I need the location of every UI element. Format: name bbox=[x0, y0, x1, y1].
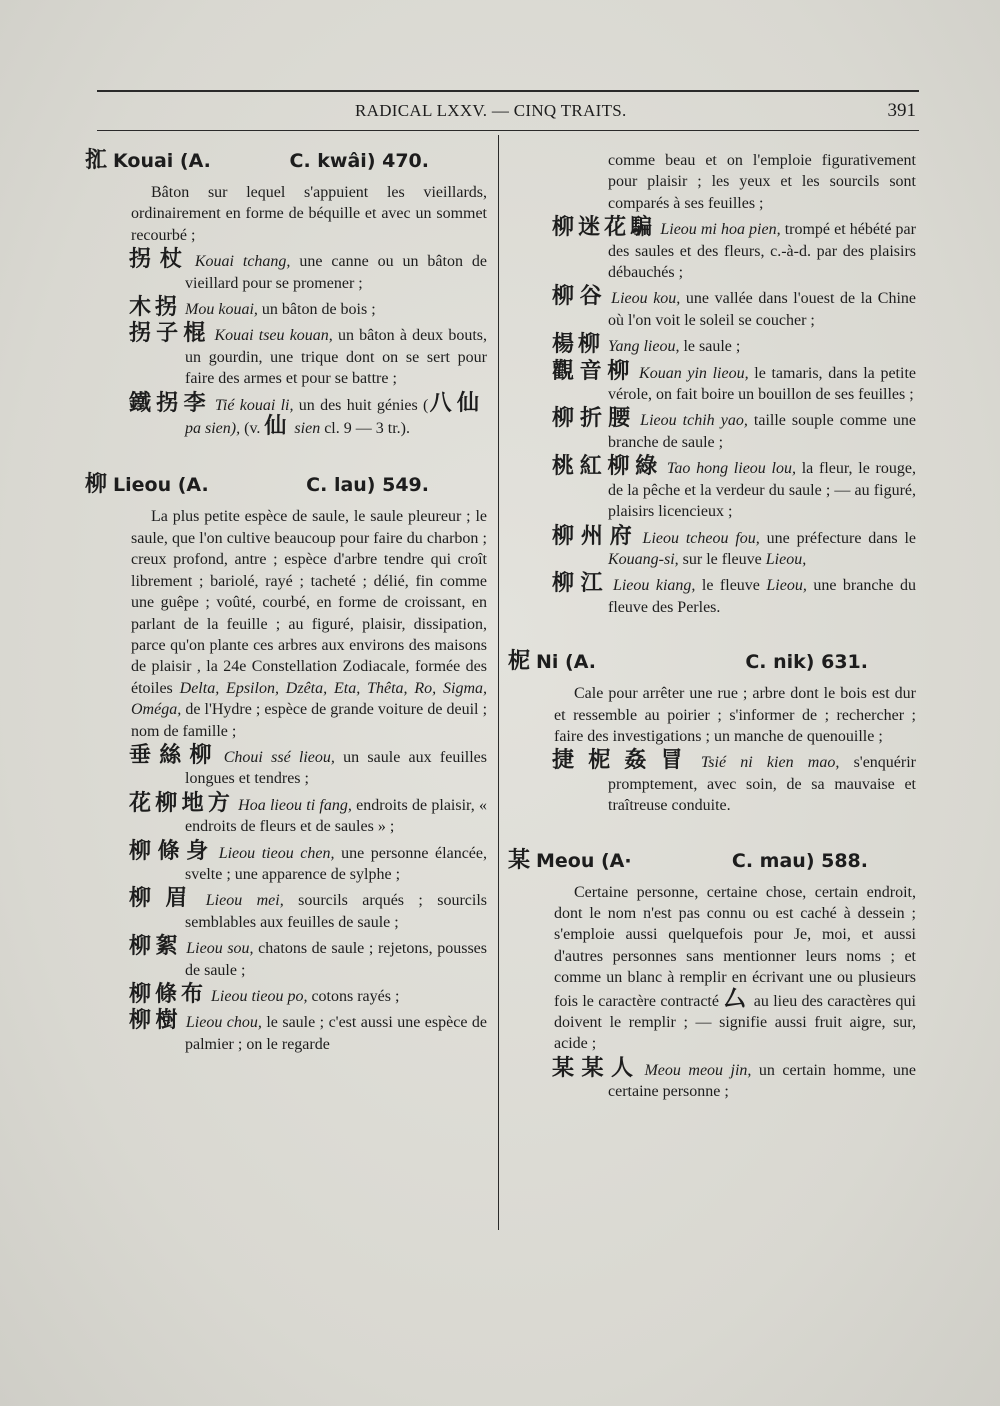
entry-definition: La plus petite espèce de saule, le saule pleureur ; le saule, que l'on cultive beaucoup pour faire du charbon ; creux profond, antre ; espèce d'arbre tendre qui croît librement ; bariolé, rayé ; tacheté ; délié, fin comme une guêpe ; voûté, courbé, en forme de croissant, en parlant de la feuille ; au figuré, plaisir, dissipation, parce qu'on plante ces arbres aux environs des maisons de plaisir , la 24e Constellation Zodiacale, formée des étoiles Delta, Epsilon, Dzêta, Eta, Thêta, Ro, Sigma, Oméga, de l'Hydre ; espèce de grande voiture de deuil ; nom de famille ; bbox=[131, 508, 488, 740]
entry-definition: Cale pour arrêter une rue ; arbre dont le bois est dur et ressemble au poirier ; s'informer de ; rechercher ; faire des investigations ; un manche de quenouille ; bbox=[554, 685, 916, 745]
entry-character: 㧟 bbox=[85, 148, 108, 173]
running-header: RADICAL LXXV. — CINQ TRAITS. bbox=[355, 101, 627, 120]
entry-definition: Bâton sur lequel s'appuient les vieillards, ordinairement en forme de béquille et avec un sommet recourbé ; bbox=[131, 184, 487, 244]
top-rule bbox=[97, 90, 919, 92]
compound-entry: 柳眉 Lieou mei, sourcils arqués ; sourcils semblables aux feuilles de saule ; bbox=[129, 886, 488, 931]
compound-entry: 拐杖 Kouai tchang, une canne ou un bâton de vieillard pour se promener ; bbox=[129, 247, 487, 292]
compound-entry: 花柳地方 Hoa lieou ti fang, endroits de plaisir, « endroits de fleurs et de saules » ; bbox=[129, 790, 487, 836]
compound-entry: 楊柳 Yang lieou, le saule ; bbox=[552, 332, 741, 358]
compound-entry: 木拐 Mou kouai, un bâton de bois ; bbox=[129, 295, 376, 321]
column-divider bbox=[498, 135, 499, 1230]
entry-heading-lieou bbox=[85, 467, 487, 498]
entry-cantonese: C. kwâi) 470. bbox=[289, 150, 429, 172]
entry-heading-kouai bbox=[85, 143, 487, 174]
compound-entry: 垂絲柳 Choui ssé lieou, un saule aux feuilles longues et tendres ; bbox=[129, 742, 487, 788]
page-number: 391 bbox=[887, 100, 916, 121]
compound-entry: 桃紅柳綠 Tao hong lieou lou, la fleur, le rouge, de la pêche et la verdeur du saule ; — au figuré, plaisirs licencieux ; bbox=[552, 454, 916, 521]
entry-romanization: Meou (A· bbox=[536, 849, 632, 872]
compound-entry: 某某人 Meou meou jin, un certain homme, une certaine personne ; bbox=[552, 1055, 916, 1101]
left-column bbox=[85, 143, 487, 1055]
entry-cantonese: C. lau) 549. bbox=[306, 474, 429, 497]
compound-entry: 柳州府 Lieou tcheou fou, une préfecture dans le Kouang-si, sur le fleuve Lieou, bbox=[552, 523, 916, 568]
entry-cantonese: C. nik) 631. bbox=[745, 651, 868, 674]
entry-character: 柅 bbox=[508, 649, 531, 675]
entry-heading-ni bbox=[508, 644, 916, 675]
compound-entry: 柳谷 Lieou kou, une vallée dans l'ouest de la Chine où l'on voit le soleil se coucher ; bbox=[552, 284, 917, 329]
compound-entry: 柳折腰 Lieou tchih yao, taille souple comme une branche de saule ; bbox=[552, 406, 917, 451]
compound-entry: 柳條身 Lieou tieou chen, une personne élancée, svelte ; une apparence de sylphe ; bbox=[129, 838, 488, 883]
entry-cantonese: C. mau) 588. bbox=[731, 849, 868, 872]
entry-heading-meou bbox=[508, 843, 916, 874]
compound-entry: 柳絮 Lieou sou, chatons de saule ; rejetons, pousses de saule ; bbox=[129, 934, 487, 979]
continuation-text: comme beau et on l'emploie figurativement pour plaisir ; les yeux et les sourcils sont comparés à ses feuilles ; bbox=[608, 152, 916, 212]
compound-entry: 拐子棍 Kouai tseu kouan, un bâton à deux bouts, un gourdin, une trique dont on se sert pour faire des armes et pour se battre ; bbox=[129, 321, 487, 388]
entry-character: 柳 bbox=[85, 472, 108, 498]
compound-entry: 觀音柳 Kouan yin lieou, le tamaris, dans la petite vérole, on fait boire un bouillon de ses feuilles ; bbox=[552, 358, 916, 404]
compound-entry: 柳條布 Lieou tieou po, cotons rayés ; bbox=[129, 982, 400, 1007]
entry-romanization: Ni (A. bbox=[536, 651, 597, 674]
compound-entry: 柳樹 Lieou chou, le saule ; c'est aussi une espèce de palmier ; on le regarde bbox=[129, 1008, 487, 1053]
header-rule bbox=[97, 130, 919, 131]
entry-romanization: Kouai (A. bbox=[113, 150, 211, 172]
compound-entry: 柳迷花騙 Lieou mi hoa pien, trompé et hébété par des saules et des fleurs, c.-à-d. par des plaisirs débauchés ; bbox=[552, 215, 916, 282]
entry-romanization: Lieou (A. bbox=[113, 474, 209, 497]
right-column bbox=[508, 150, 916, 1103]
entry-character: 某 bbox=[508, 847, 531, 873]
compound-entry: 捷柅姦冒 Tsié ni kien mao, s'enquérir promptement, avec soin, de sa mauvaise et traîtreuse conduite. bbox=[552, 748, 916, 815]
compound-entry: 鐵拐李 Tié kouai li, un des huit génies (八仙pa sien), (v. 仙 sien cl. 9 — 3 tr.). bbox=[129, 390, 483, 440]
compound-entry: 柳江 Lieou kiang, le fleuve Lieou, une branche du fleuve des Perles. bbox=[552, 571, 917, 616]
entry-definition: Certaine personne, certaine chose, certain endroit, dont le nom n'est pas connu ou est caché à dessein ; s'emploie aussi quelquefois pour Je, moi, et aussi d'autres personnes sans mentionner leurs noms ; et comme un blanc à remplir en écrivant une ou plusieurs fois le caractère contracté 厶 au lieu des caractères qui doivent le remplir ; — signifie aussi fruit aigre, sur, acide ; bbox=[554, 883, 916, 1053]
